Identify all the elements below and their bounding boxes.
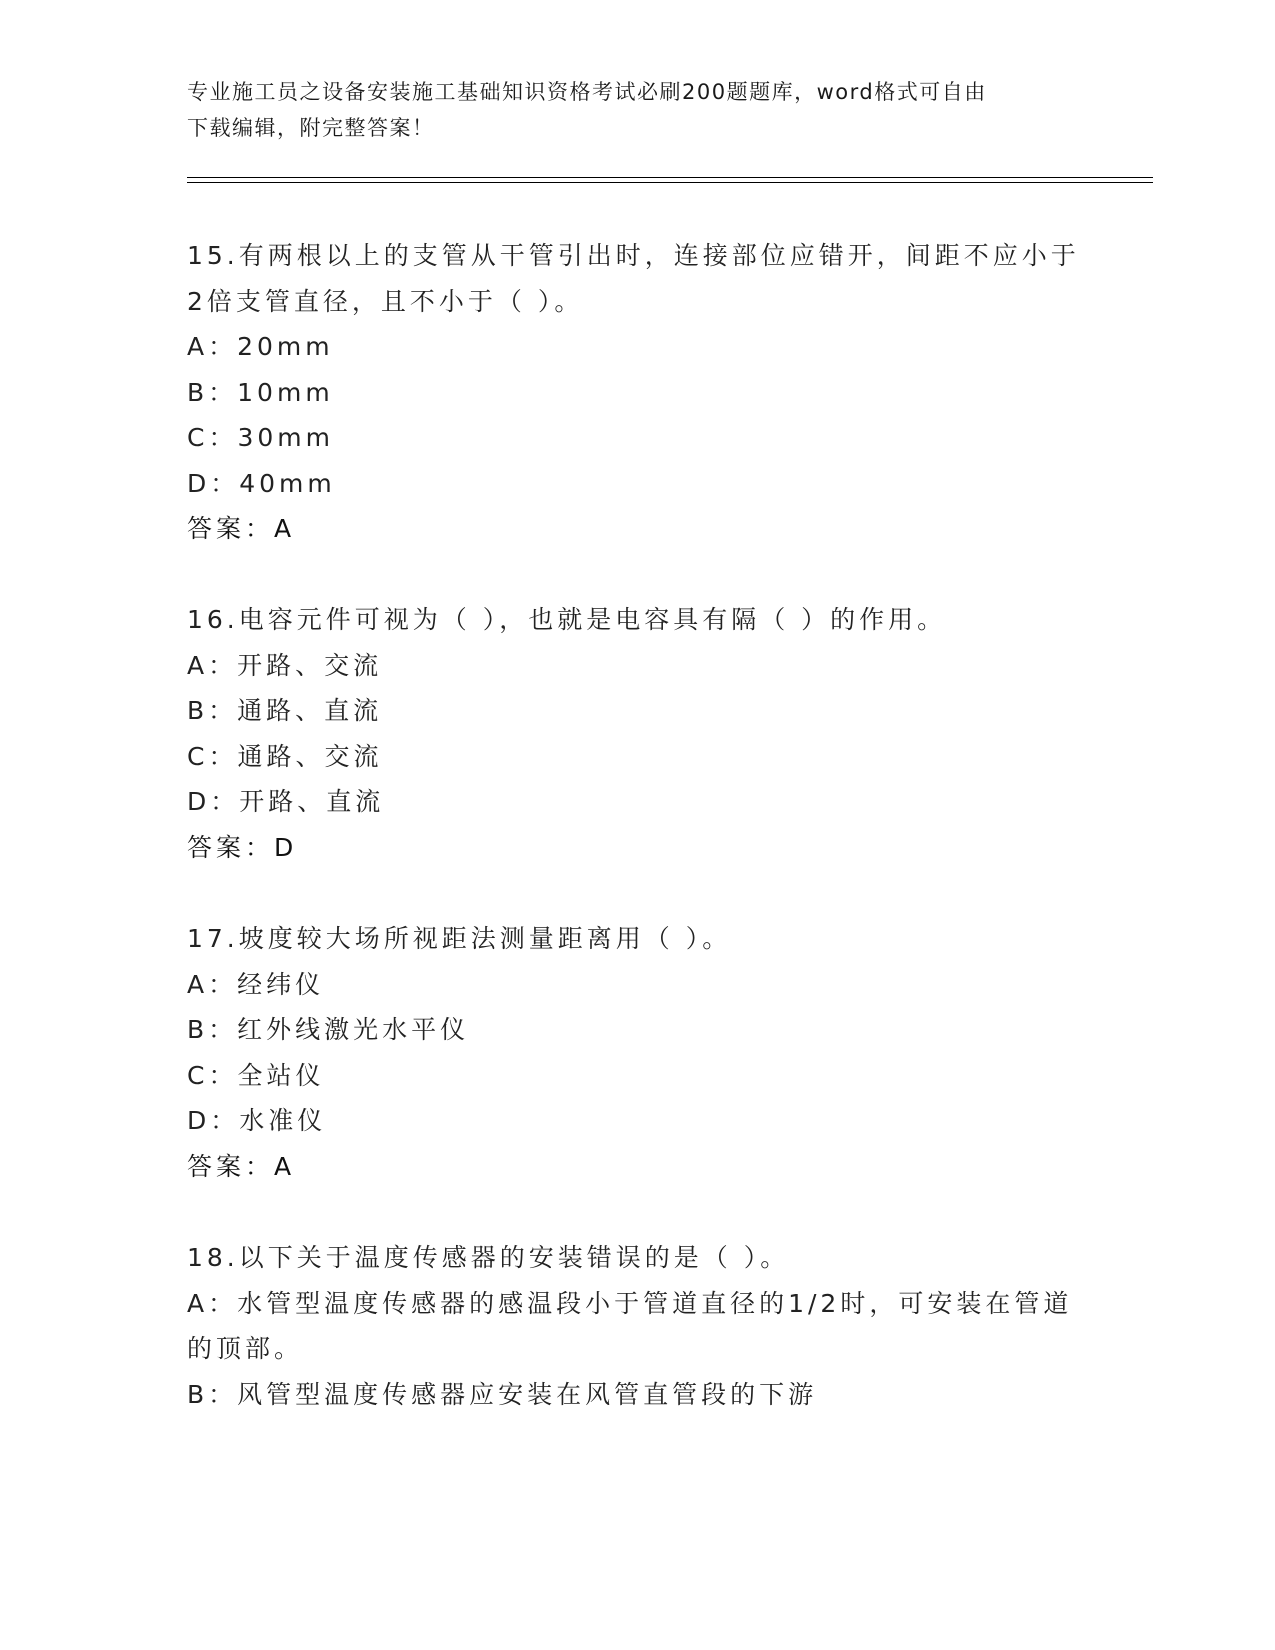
option-d: D：水准仪 <box>187 1106 327 1135</box>
option-c: C：30mm <box>187 423 334 452</box>
question-16 <box>187 597 1077 870</box>
header-divider-bottom <box>187 182 1153 183</box>
option-a-continued: 的顶部。 <box>187 1334 304 1363</box>
answer-line: 答案：A <box>187 1151 296 1181</box>
option-a: A：水管型温度传感器的感温段小于管道直径的1/2时，可安装在管道 <box>187 1288 1073 1318</box>
question-15 <box>187 233 1080 552</box>
question-17 <box>187 916 1077 1189</box>
option-d: D：40mm <box>187 468 336 498</box>
option-b: B：通路、直流 <box>187 696 383 725</box>
question-stem-continued: 2倍支管直径，且不小于（ ）。 <box>187 286 584 316</box>
question-stem: 18.以下关于温度传感器的安装错误的是（ ）。 <box>187 1243 790 1272</box>
answer-line: 答案：D <box>187 832 298 862</box>
option-b: B：10mm <box>187 377 334 407</box>
option-d: D：开路、直流 <box>187 787 385 816</box>
question-stem: 15.有两根以上的支管从干管引出时，连接部位应错开，间距不应小于 <box>187 241 1080 270</box>
header-divider-top <box>187 177 1153 178</box>
option-a: A：开路、交流 <box>187 650 383 680</box>
option-b: B：红外线激光水平仪 <box>187 1015 470 1044</box>
question-stem: 17.坡度较大场所视距法测量距离用（ ）。 <box>187 924 732 953</box>
document-header <box>187 74 1067 146</box>
option-c: C：通路、交流 <box>187 741 383 771</box>
answer-line: 答案：A <box>187 514 296 543</box>
option-c: C：全站仪 <box>187 1060 325 1090</box>
header-line-1: 专业施工员之设备安装施工基础知识资格考试必刷200题题库，word格式可自由 <box>187 80 987 104</box>
option-a: A：20mm <box>187 332 334 361</box>
option-a: A：经纬仪 <box>187 969 325 999</box>
question-18 <box>187 1235 1077 1417</box>
question-stem: 16.电容元件可视为（ ），也就是电容具有隔（ ）的作用。 <box>187 605 947 634</box>
header-line-2: 下载编辑，附完整答案！ <box>187 116 435 140</box>
option-b: B：风管型温度传感器应安装在风管直管段的下游 <box>187 1379 818 1409</box>
